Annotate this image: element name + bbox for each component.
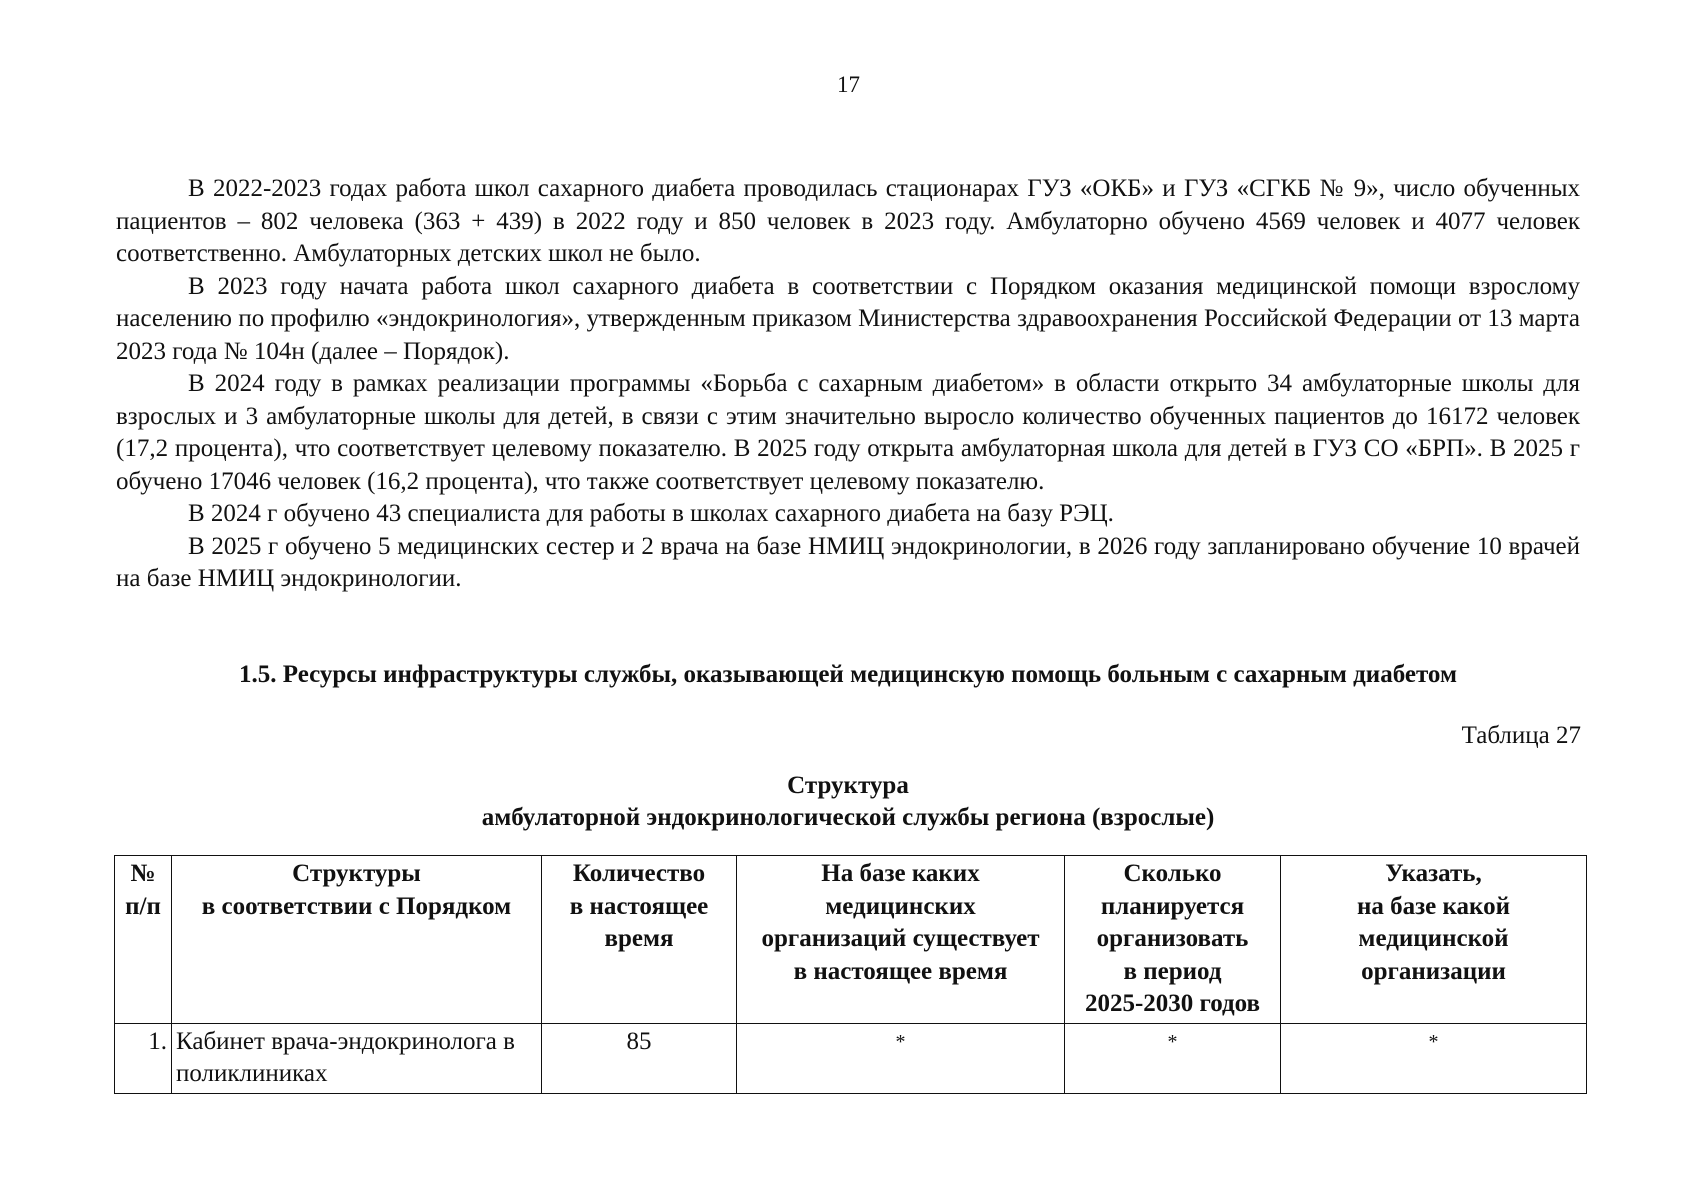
structure-table <box>114 855 1587 1094</box>
cell-number: 1. <box>115 1023 172 1093</box>
header-planned-count: Сколько планируется организовать в период 2025-2030 годов <box>1065 856 1281 1024</box>
paragraph: В 2024 г обучено 43 специалиста для работы в школах сахарного диабета на базу РЭЦ. <box>188 500 1114 527</box>
header-number: № п/п <box>115 856 172 1024</box>
cell-existing-organizations: * <box>737 1023 1065 1093</box>
header-current-count: Количество в настоящее время <box>542 856 737 1024</box>
paragraph: В 2022-2023 годах работа школ сахарного диабета проводилась стационарах ГУЗ «ОКБ» и ГУЗ «СГКБ № 9», число обученных пациентов – 802 человека (363 + 439) в 2022 году и 850 человек в 2023 году. Амбулаторно обучено 4569 человек и 4077 человек соответственно. Амбулаторных детских школ не было. <box>116 175 1580 267</box>
page-number: 17 <box>837 72 860 97</box>
table-caption-subtitle: амбулаторной эндокринологической службы региона (взрослые) <box>481 804 1215 831</box>
table-number: Таблица 27 <box>1461 722 1581 749</box>
header-existing-organizations: На базе каких медицинских организаций существует в настоящее время <box>737 856 1065 1024</box>
section-heading: 1.5. Ресурсы инфраструктуры службы, оказывающей медицинскую помощь больным с сахарным диабетом <box>239 661 1457 688</box>
paragraph: В 2025 г обучено 5 медицинских сестер и 2 врача на базе НМИЦ эндокринологии, в 2026 году запланировано обучение 10 врачей на базе НМИЦ эндокринологии. <box>116 532 1580 592</box>
cell-current-count: 85 <box>542 1023 737 1093</box>
paragraph: В 2023 году начата работа школ сахарного диабета в соответствии с Порядком оказания медицинской помощи взрослому населению по профилю «эндокринология», утвержденным приказом Министерства здравоохранения Российской Федерации от 13 марта 2023 года № 104н (далее – Порядок). <box>116 272 1580 365</box>
cell-structure: Кабинет врача-эндокринолога в поликлиниках <box>172 1023 542 1093</box>
table-caption-title: Структура <box>787 772 909 799</box>
header-planned-organization: Указать, на базе какой медицинской организации <box>1281 856 1587 1024</box>
table-row <box>115 1023 1587 1093</box>
cell-planned-count: * <box>1065 1023 1281 1093</box>
paragraph: В 2024 году в рамках реализации программы «Борьба с сахарным диабетом» в области открыто 34 амбулаторные школы для взрослых и 3 амбулаторные школы для детей, в связи с этим значительно выросло количество обученных пациентов до 16172 человек (17,2 процента), что соответствует целевому показателю. В 2025 году открыта амбулаторная школа для детей в ГУЗ СО «БРП». В 2025 г обучено 17046 человек (16,2 процента), что также соответствует целевому показателю. <box>116 370 1580 495</box>
cell-planned-organization: * <box>1281 1023 1587 1093</box>
body-text <box>116 173 1580 596</box>
header-structure: Структуры в соответствии с Порядком <box>172 856 542 1024</box>
table-header-row <box>115 856 1587 1024</box>
table-caption <box>116 770 1580 834</box>
